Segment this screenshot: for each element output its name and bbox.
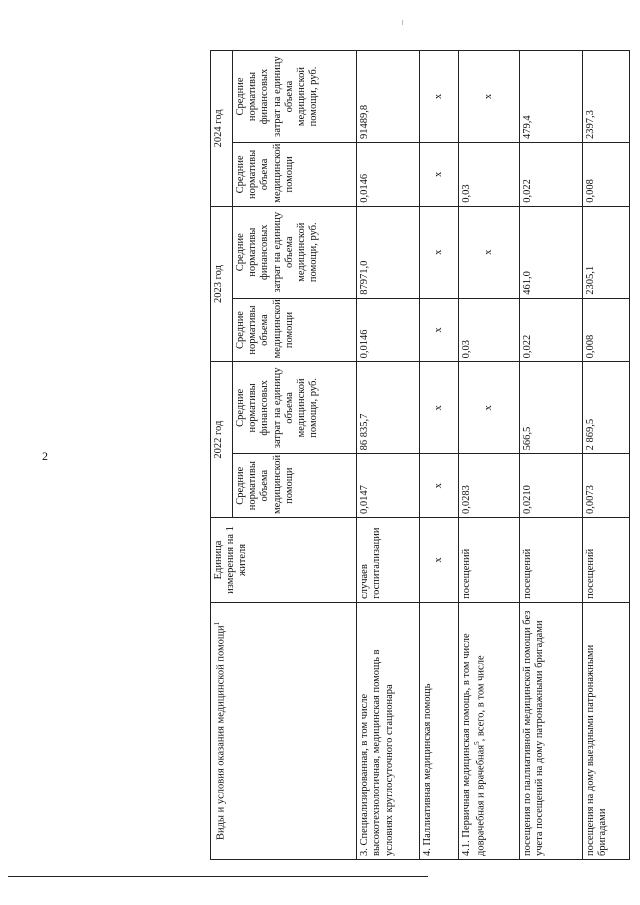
table-row [583, 51, 630, 860]
cell-vol-2022: 0,0073 [583, 454, 630, 518]
cell-vol-2023: 0,022 [520, 298, 583, 362]
cell-fin-2024: 2397,3 [583, 51, 630, 143]
cell-vol-2023: 0,008 [583, 298, 630, 362]
cell-fin-2023: х [420, 206, 459, 298]
header-unit: Единица измерения на 1 жителя [211, 518, 357, 603]
row-kind: посещения на дому выездными патронажными бригадами [583, 602, 630, 859]
cell-fin-2024: х [420, 51, 459, 143]
cell-vol-2024: 0,03 [459, 143, 520, 207]
row-unit: посещений [520, 518, 583, 603]
row-kind: 4. Паллиативная медицинская помощь [420, 602, 459, 859]
cell-fin-2023: 461,0 [520, 206, 583, 298]
row-kind: 4.1. Первичная медицинская помощь, в том числе доврачебная и врачебная$^5$, всего, в том числе [459, 602, 520, 859]
header-year-2023: 2023 год [211, 206, 233, 362]
cell-fin-2022: 86 835,7 [357, 362, 420, 454]
footnote-separator [8, 876, 428, 877]
cell-fin-2024: х [459, 51, 520, 143]
header-fin-2023: Средние нормативы финансовых затрат на единицу объема медицинской помощи, руб. [233, 206, 357, 298]
cell-vol-2023: х [420, 298, 459, 362]
cell-fin-2022: 2 869,5 [583, 362, 630, 454]
cell-vol-2022: 0,0210 [520, 454, 583, 518]
page-number: 2 [42, 449, 48, 463]
cell-fin-2022: х [459, 362, 520, 454]
header-vol-2023: Средние нормативы объема медицинской помощи [233, 298, 357, 362]
cell-fin-2023: 87971,0 [357, 206, 420, 298]
cell-vol-2024: 0,0146 [357, 143, 420, 207]
header-kind: Виды и условия оказания медицинской помощи$^1$ [211, 602, 357, 859]
header-vol-2024: Средние нормативы объема медицинской помощи [233, 143, 357, 207]
cell-vol-2022: 0,0147 [357, 454, 420, 518]
row-unit: х [420, 518, 459, 603]
norms-table-rotated [210, 50, 630, 860]
header-fin-2022: Средние нормативы финансовых затрат на единицу объема медицинской помощи, руб. [233, 362, 357, 454]
cell-fin-2024: 91489,8 [357, 51, 420, 143]
cell-vol-2023: 0,03 [459, 298, 520, 362]
cell-fin-2022: х [420, 362, 459, 454]
table-row [459, 51, 520, 860]
cell-vol-2024: 0,008 [583, 143, 630, 207]
row-unit: посещений [459, 518, 520, 603]
header-fin-2024: Средние нормативы финансовых затрат на единицу объема медицинской помощи, руб. [233, 51, 357, 143]
row-unit: случаев госпитализации [357, 518, 420, 603]
table-row [420, 51, 459, 860]
scan-mark [402, 20, 403, 25]
header-year-2024: 2024 год [211, 51, 233, 207]
cell-fin-2023: х [459, 206, 520, 298]
header-year-2022: 2022 год [211, 362, 233, 518]
cell-vol-2022: х [420, 454, 459, 518]
row-kind: 3. Специализированная, в том числе высокотехнологичная, медицинская помощь в условиях круглосуточного стационара [357, 602, 420, 859]
cell-fin-2023: 2305,1 [583, 206, 630, 298]
cell-vol-2022: 0,0283 [459, 454, 520, 518]
header-vol-2022: Средние нормативы объема медицинской помощи [233, 454, 357, 518]
norms-table [210, 50, 630, 860]
table-row [520, 51, 583, 860]
cell-fin-2022: 566,5 [520, 362, 583, 454]
cell-vol-2023: 0,0146 [357, 298, 420, 362]
cell-fin-2024: 479,4 [520, 51, 583, 143]
cell-vol-2024: х [420, 143, 459, 207]
table-row [357, 51, 420, 860]
row-kind: посещения по паллиативной медицинской помощи без учета посещений на дому патронажными бригадами [520, 602, 583, 859]
row-unit: посещений [583, 518, 630, 603]
cell-vol-2024: 0,022 [520, 143, 583, 207]
